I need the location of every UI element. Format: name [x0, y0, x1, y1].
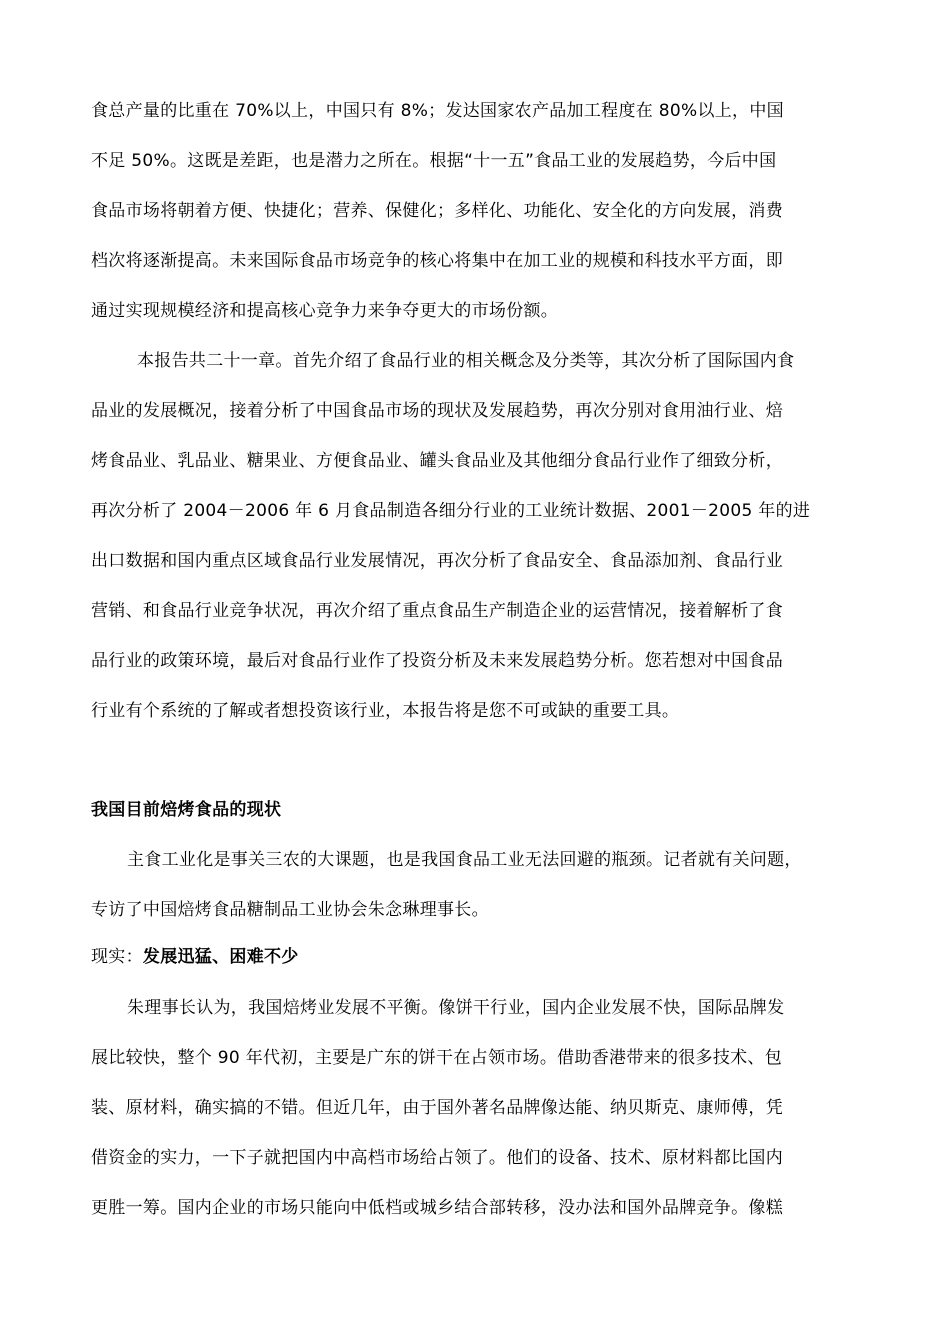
paragraph-2-line-2: 品业的发展概况，接着分析了中国食品市场的现状及发展趋势，再次分别对食用油行业、焙 [91, 401, 783, 421]
subheading-prefix: 现实： [91, 947, 143, 967]
paragraph-2-line-3: 烤食品业、乳品业、糖果业、方便食品业、罐头食品业及其他细分食品行业作了细致分析， [91, 451, 783, 471]
subheading [91, 945, 299, 969]
paragraph-2-line-4: 再次分析了 2004－2006 年 6 月食品制造各细分行业的工业统计数据、2001－2005 年的进 [91, 501, 811, 521]
paragraph-3-line-1: 主食工业化是事关三农的大课题，也是我国食品工业无法回避的瓶颈。记者就有关问题， [127, 850, 802, 870]
paragraph-4-line-2: 展比较快，整个 90 年代初，主要是广东的饼干在占领市场。借助香港带来的很多技术、包 [91, 1048, 783, 1068]
paragraph-1-line-4: 档次将逐渐提高。未来国际食品市场竞争的核心将集中在加工业的规模和科技水平方面，即 [91, 251, 783, 271]
paragraph-2-line-5: 出口数据和国内重点区域食品行业发展情况，再次分析了食品安全、食品添加剂、食品行业 [91, 551, 783, 571]
paragraph-4-line-1: 朱理事长认为，我国焙烤业发展不平衡。像饼干行业，国内企业发展不快，国际品牌发 [127, 998, 785, 1018]
paragraph-4-line-5: 更胜一筹。国内企业的市场只能向中低档或城乡结合部转移，没办法和国外品牌竞争。像糕 [91, 1198, 783, 1218]
paragraph-4-line-4: 借资金的实力，一下子就把国内中高档市场给占领了。他们的设备、技术、原材料都比国内 [91, 1148, 783, 1168]
paragraph-1-line-1: 食总产量的比重在 70%以上，中国只有 8%；发达国家农产品加工程度在 80%以上，中国 [91, 101, 784, 121]
subheading-bold: 发展迅猛、困难不少 [142, 947, 299, 967]
paragraph-2-line-7: 品行业的政策环境，最后对食品行业作了投资分析及未来发展趋势分析。您若想对中国食品 [91, 651, 783, 671]
paragraph-4-line-3: 装、原材料，确实搞的不错。但近几年，由于国外著名品牌像达能、纳贝斯克、康师傅，凭 [91, 1098, 783, 1118]
paragraph-1-line-5: 通过实现规模经济和提高核心竞争力来争夺更大的市场份额。 [91, 301, 559, 321]
paragraph-1-line-3: 食品市场将朝着方便、快捷化；营养、保健化；多样化、功能化、安全化的方向发展，消费 [91, 201, 783, 221]
paragraph-3-line-2: 专访了中国焙烤食品糖制品工业协会朱念琳理事长。 [91, 900, 489, 920]
paragraph-2-line-8: 行业有个系统的了解或者想投资该行业，本报告将是您不可或缺的重要工具。 [91, 701, 680, 721]
section-heading: 我国目前焙烤食品的现状 [91, 800, 282, 820]
paragraph-2-line-1: 本报告共二十一章。首先介绍了食品行业的相关概念及分类等，其次分析了国际国内食 [137, 351, 795, 371]
paragraph-1-line-2: 不足 50%。这既是差距，也是潜力之所在。根据“十一五”食品工业的发展趋势，今后中国 [91, 151, 777, 171]
paragraph-2-line-6: 营销、和食品行业竞争状况，再次介绍了重点食品生产制造企业的运营情况，接着解析了食 [91, 601, 783, 621]
